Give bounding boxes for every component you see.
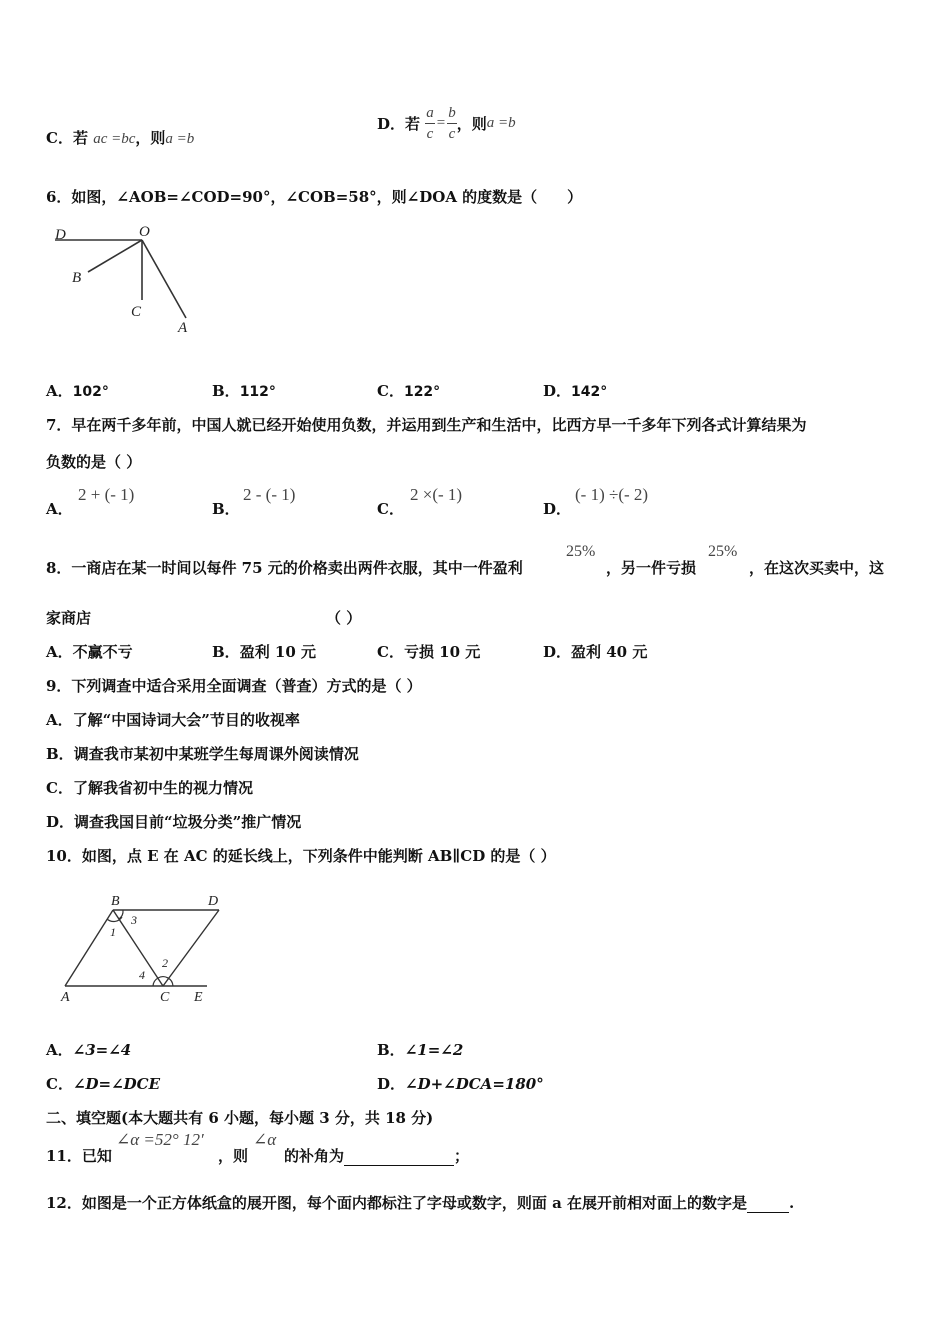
q11-angle: ∠α	[253, 1130, 277, 1149]
q5-option-d	[377, 103, 516, 144]
q8-stem-part3: ，在这次买卖中，这	[749, 559, 885, 577]
q6-option-b-label: B．	[212, 382, 240, 400]
q6-option-d-label: D．	[543, 382, 572, 400]
q8-option-d-label: D．	[543, 643, 572, 661]
q10-label-angle-1: 1	[110, 925, 116, 939]
q7-option-c-expr: 2 ×(- 1)	[410, 485, 463, 504]
q10-stem: 10．如图，点 E 在 AC 的延长线上，下列条件中能判断 AB∥CD 的是（ ）	[46, 847, 556, 865]
q11-pre: 11．已知	[46, 1147, 112, 1165]
q5-option-d-fraction-1	[425, 103, 435, 144]
q10-label-a: A	[61, 990, 70, 1005]
q11-mid: ，则	[218, 1147, 249, 1165]
q10-label-angle-2: 2	[162, 956, 168, 970]
q9-option-c-text: 了解我省初中生的视力情况	[72, 779, 253, 797]
q10-line-cd	[163, 910, 219, 986]
q7-option-b-expr: 2 - (- 1)	[243, 485, 296, 504]
q8-option-b	[212, 641, 316, 662]
section-2-title: 二、填空题(本大题共有 6 小题，每小题 3 分，共 18 分)	[46, 1109, 434, 1127]
q10-option-a-label: A．	[46, 1041, 73, 1059]
q5-option-c-comma: ，则	[135, 129, 166, 147]
q10-option-d-text: ∠D+∠DCA=180°	[405, 1075, 544, 1093]
q10-option-c	[46, 1073, 160, 1094]
q6-option-c-text: 122°	[403, 384, 441, 400]
q11-end: ；	[454, 1147, 470, 1165]
q10-figure	[55, 890, 230, 1010]
q8-option-a	[46, 641, 133, 662]
q10-line-bc	[113, 910, 163, 986]
q5-option-c	[46, 127, 194, 148]
q5-option-c-result: a =b	[165, 131, 195, 147]
q9-option-d	[46, 811, 301, 832]
q6-label-o: O	[139, 224, 150, 240]
q9-stem: 9．下列调查中适合采用全面调查（普查）方式的是（ ）	[46, 677, 422, 695]
q9-option-b-label: B．	[46, 745, 74, 763]
q5-option-d-pre: 若	[405, 115, 421, 133]
q5-option-c-pre: 若	[72, 129, 88, 147]
q10-arc-angle-3	[119, 910, 123, 919]
q6-option-a	[46, 380, 109, 401]
q10-option-b-text: ∠1=∠2	[404, 1041, 464, 1059]
q6-figure	[50, 222, 200, 340]
q10-arc-angle-4	[153, 978, 158, 986]
q5-option-d-label: D．	[377, 115, 406, 133]
q5-option-d-result: a =b	[486, 115, 516, 131]
q7-option-a-label: A．	[46, 500, 73, 518]
q6-ray-ob	[88, 240, 142, 272]
q6-label-b: B	[72, 270, 82, 286]
q8-option-b-text: 盈利 10 元	[239, 643, 317, 661]
q7-stem-line1: 7．早在两千多年前，中国人就已经开始使用负数，并运用到生产和生活中，比西方早一千多年下列各式计算结果为	[46, 416, 807, 434]
q9-option-d-text: 调查我国目前“垃圾分类”推广情况	[74, 813, 302, 831]
q10-option-d	[377, 1073, 544, 1094]
q7-option-c-label: C．	[377, 500, 404, 518]
q8-option-a-text: 不赢不亏	[72, 643, 133, 661]
q10-option-d-label: D．	[377, 1075, 406, 1093]
q10-label-e: E	[194, 990, 203, 1005]
q9-option-c	[46, 777, 253, 798]
q7-stem-line2: 负数的是（ ）	[46, 453, 142, 471]
q8-pct1: 25%	[566, 543, 596, 560]
q6-option-c-label: C．	[377, 382, 404, 400]
q11-answer-blank[interactable]	[344, 1147, 454, 1166]
q12-end: .	[789, 1194, 795, 1212]
q8-stem-part1: 8．一商店在某一时间以每件 75 元的价格卖出两件衣服，其中一件盈利	[46, 559, 523, 577]
q8-stem-part2: ，另一件亏损	[606, 559, 697, 577]
q6-label-c: C	[131, 304, 142, 320]
q7-option-d-label: D．	[543, 500, 572, 518]
q6-option-d-text: 142°	[571, 384, 608, 400]
q10-option-a-text: ∠3=∠4	[72, 1041, 132, 1059]
q6-option-d	[543, 380, 607, 401]
q12-question	[46, 1192, 794, 1213]
q11-post	[284, 1145, 469, 1166]
q5-option-d-num1: a	[425, 103, 435, 124]
q8-option-c-text: 亏损 10 元	[403, 643, 481, 661]
q8-option-b-label: B．	[212, 643, 240, 661]
q8-option-c	[377, 641, 480, 662]
q10-option-a	[46, 1039, 131, 1060]
q5-option-d-fraction-2	[447, 103, 457, 144]
q6-option-a-label: A．	[46, 382, 73, 400]
q9-option-b-text: 调查我市某初中某班学生每周课外阅读情况	[73, 745, 359, 763]
q8-pct2: 25%	[708, 543, 738, 560]
q11-expr: ∠α =52° 12′	[116, 1130, 204, 1149]
q6-option-c	[377, 380, 440, 401]
q6-option-a-text: 102°	[72, 384, 109, 400]
q10-option-c-text: ∠D=∠DCE	[72, 1075, 161, 1093]
q8-option-a-label: A．	[46, 643, 73, 661]
q10-option-b-label: B．	[377, 1041, 405, 1059]
q6-option-b-text: 112°	[239, 384, 276, 400]
q5-option-d-den2: c	[448, 126, 456, 142]
q9-option-b	[46, 743, 359, 764]
q9-option-d-label: D．	[46, 813, 75, 831]
q6-label-d: D	[55, 227, 66, 243]
q7-option-d-expr: (- 1) ÷(- 2)	[575, 485, 649, 504]
q6-label-a: A	[178, 320, 188, 336]
q9-option-a	[46, 709, 300, 730]
q7-option-a-expr: 2 + (- 1)	[78, 485, 135, 504]
q10-option-c-label: C．	[46, 1075, 73, 1093]
q8-stem-line2: 家商店	[46, 609, 92, 627]
q6-stem: 6．如图，∠AOB=∠COD=90°，∠COB=58°，则∠DOA 的度数是（ ）	[46, 188, 583, 206]
q5-option-d-num2: b	[447, 103, 457, 124]
q8-answer-paren: （ ）	[326, 609, 362, 627]
q12-answer-blank[interactable]	[747, 1194, 789, 1213]
q8-option-d-text: 盈利 40 元	[571, 643, 648, 661]
q5-option-c-label: C．	[46, 129, 73, 147]
q8-option-c-label: C．	[377, 643, 404, 661]
q9-option-c-label: C．	[46, 779, 73, 797]
q6-option-b	[212, 380, 276, 401]
q10-label-d: D	[208, 894, 219, 909]
q11-post-text: 的补角为	[284, 1147, 345, 1165]
q9-option-a-label: A．	[46, 711, 73, 729]
q7-option-b-label: B．	[212, 500, 240, 518]
q10-label-b: B	[111, 894, 120, 909]
q10-label-angle-3: 3	[131, 913, 137, 927]
q10-label-c: C	[160, 990, 170, 1005]
q6-ray-oa	[142, 240, 186, 318]
q12-text: 12．如图是一个正方体纸盒的展开图，每个面内都标注了字母或数字，则面 a 在展开前相对面上的数字是	[46, 1194, 748, 1212]
q10-line-ab	[65, 910, 113, 986]
q5-option-c-eq: ac =bc	[93, 131, 136, 147]
q10-option-b	[377, 1039, 463, 1060]
q10-label-angle-4: 4	[139, 968, 145, 982]
q5-option-d-den1: c	[426, 126, 434, 142]
q9-option-a-text: 了解“中国诗词大会”节目的收视率	[72, 711, 300, 729]
q8-option-d	[543, 641, 647, 662]
q5-option-d-comma: ，则	[456, 115, 487, 133]
q5-option-d-eqsign: =	[436, 115, 446, 131]
